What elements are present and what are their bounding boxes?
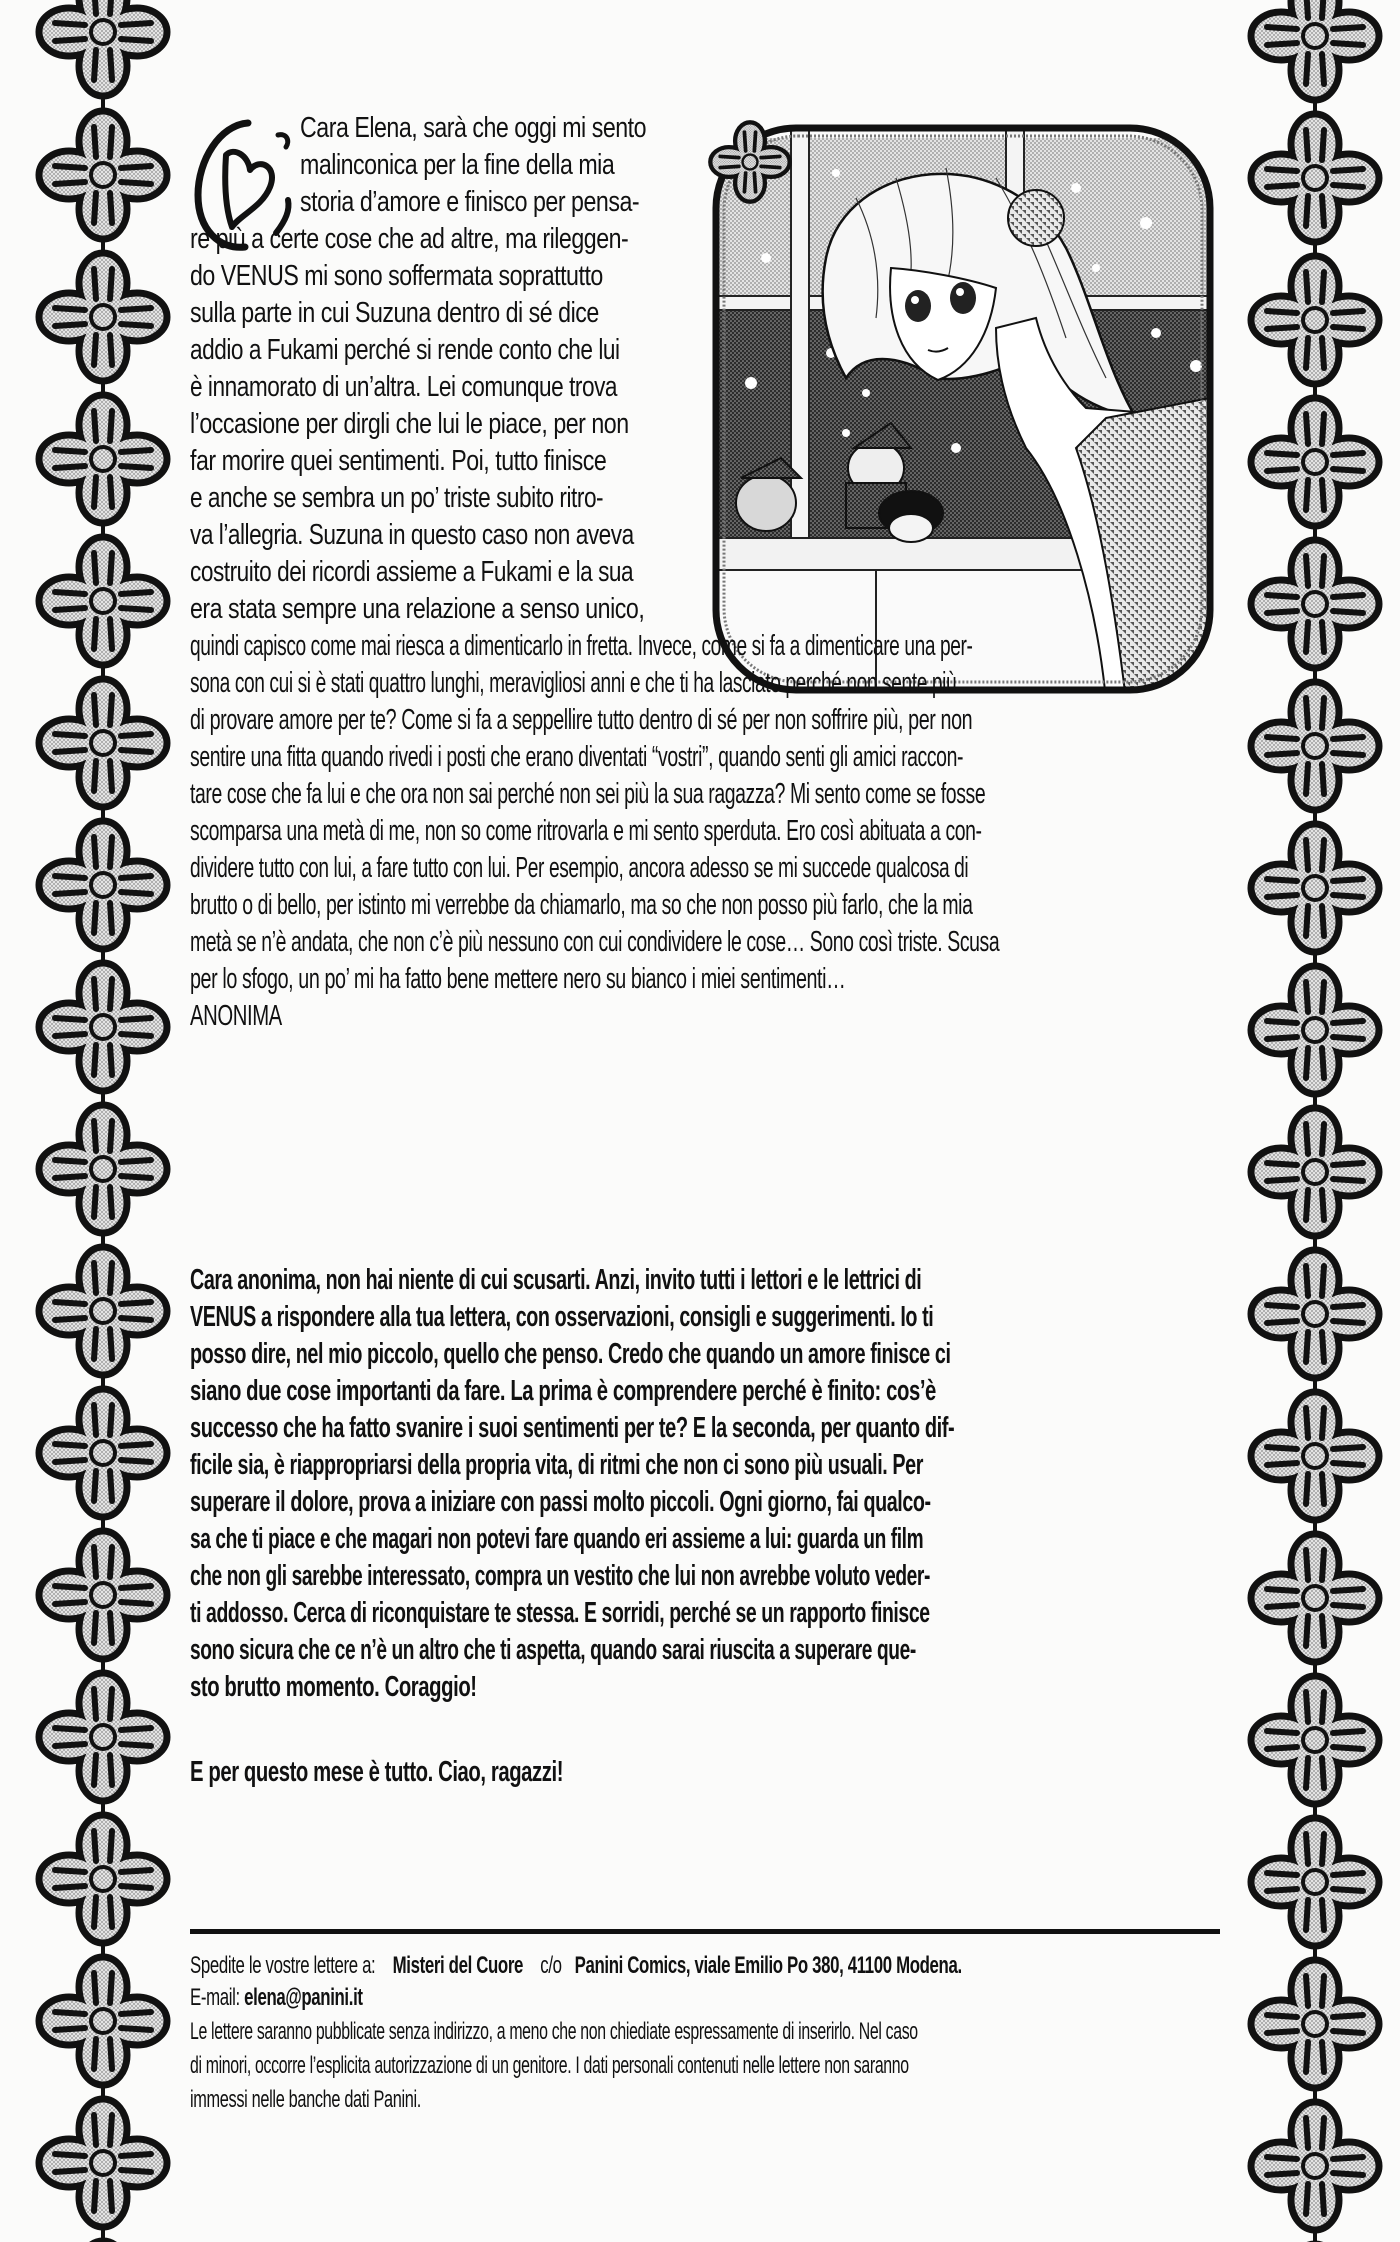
manga-illustration xyxy=(706,118,1220,700)
reply-line: VENUS a rispondere alla tua lettera, con osservazioni, consigli e suggerimenti. Io ti xyxy=(190,1301,934,1333)
reply-line: Cara anonima, non hai niente di cui scusarti. Anzi, invito tutti i lettori e le lettrici di xyxy=(190,1264,922,1296)
reply-line: sto brutto momento. Coraggio! xyxy=(190,1671,477,1703)
letter-line: sulla parte in cui Suzuna dentro di sé dice xyxy=(190,297,599,329)
letter-line: sentire una fitta quando rivedi i posti che erano diventati “vostri”, quando senti gli amici raccon- xyxy=(190,741,964,773)
reply-line: siano due cose importanti da fare. La prima è comprendere perché è finito: cos’è xyxy=(190,1375,936,1407)
letter-line: brutto o di bello, per istinto mi verrebbe da chiamarlo, ma so che non posso più farlo, che la mia xyxy=(190,889,973,921)
letter-line: malinconica per la fine della mia xyxy=(300,149,615,181)
letter-line: è innamorato di un’altra. Lei comunque trova xyxy=(190,371,618,403)
care-of: c/o xyxy=(540,1952,562,1979)
letter-line: e anche se sembra un po’ triste subito ritro- xyxy=(190,482,604,514)
letter-line: sona con cui si è stati quattro lunghi, meravigliosi anni e che ti ha lasciato perché non sente più xyxy=(190,667,957,699)
notice-line: Le lettere saranno pubblicate senza indirizzo, a meno che non chiediate espressamente di inserirlo. Nel caso xyxy=(190,2018,918,2045)
email-link[interactable]: elena@panini.it xyxy=(244,1984,363,2011)
letter-line: di provare amore per te? Come si fa a seppellire tutto dentro di sé per non soffrire più, per non xyxy=(190,704,973,736)
letter-line: quindi capisco come mai riesca a dimenticarlo in fretta. Invece, come si fa a dimenticare una per- xyxy=(190,630,973,662)
reply-line: successo che ha fatto svanire i suoi sentimenti per te? E la seconda, per quanto dif- xyxy=(190,1412,955,1444)
reply-line: ti addosso. Cerca di riconquistare te stessa. E sorridi, perché se un rapporto finisce xyxy=(190,1597,930,1629)
letter-line: va l’allegria. Suzuna in questo caso non aveva xyxy=(190,519,634,551)
reply-line: posso dire, nel mio piccolo, quello che penso. Credo che quando un amore finisce ci xyxy=(190,1338,951,1370)
letter-line: tare cose che fa lui e che ora non sai perché non sei più la sua ragazza? Mi sento come se fosse xyxy=(190,778,986,810)
notice-line: di minori, occorre l’esplicita autorizzazione di un genitore. I dati personali contenuti nelle lettere non saranno xyxy=(190,2052,909,2079)
email-line xyxy=(190,1982,363,2014)
reply-line: che non gli sarebbe interessato, compra un vestito che lui non avrebbe voluto veder- xyxy=(190,1560,930,1592)
column-name: Misteri del Cuore xyxy=(392,1952,524,1979)
send-prefix: Spedite le vostre lettere a: xyxy=(190,1952,376,1979)
letter-line: era stata sempre una relazione a senso unico, xyxy=(190,593,645,625)
letter-line: do VENUS mi sono soffermata soprattutto xyxy=(190,260,603,292)
letter-signature: ANONIMA xyxy=(190,1000,282,1032)
letter-line: metà se n’è andata, che non c’è più nessuno con cui condividere le cose… Sono così triste. Scusa xyxy=(190,926,1000,958)
reply-line: sa che ti piace e che magari non potevi fare quando eri assieme a lui: guarda un film xyxy=(190,1523,924,1555)
reply-line: superare il dolore, prova a iniziare con passi molto piccoli. Ogni giorno, fai qualco- xyxy=(190,1486,931,1518)
letter-line: l’occasione per dirgli che lui le piace, per non xyxy=(190,408,629,440)
send-line xyxy=(190,1950,962,1982)
postal-address: Panini Comics, viale Emilio Po 380, 41100 Modena. xyxy=(574,1952,962,1979)
email-label: E-mail: xyxy=(190,1984,240,2011)
letter-line: far morire quei sentimenti. Poi, tutto finisce xyxy=(190,445,607,477)
notice-line: immessi nelle banche dati Panini. xyxy=(190,2086,421,2113)
reply-line: sono sicura che ce n’è un altro che ti aspetta, quando sarai riuscita a superare que- xyxy=(190,1634,916,1666)
reply-line: ficile sia, è riappropriarsi della propria vita, di ritmi che non ci sono più usuali. Per xyxy=(190,1449,923,1481)
letter-line: scomparsa una metà di me, non so come ritrovarla e mi sento sperduta. Ero così abituata a con- xyxy=(190,815,982,847)
letter-line: per lo sfogo, un po’ mi ha fatto bene mettere nero su bianco i miei sentimenti… xyxy=(190,963,846,995)
letter-line: costruito dei ricordi assieme a Fukami e la sua xyxy=(190,556,634,588)
letter-line: addio a Fukami perché si rende conto che lui xyxy=(190,334,620,366)
divider-rule xyxy=(190,1929,1220,1934)
letter-line: re più a certe cose che ad altre, ma rileggen- xyxy=(190,223,629,255)
letter-line: storia d’amore e finisco per pensa- xyxy=(300,186,640,218)
closing-line: E per questo mese è tutto. Ciao, ragazzi! xyxy=(190,1756,564,1788)
letter-line: Cara Elena, sarà che oggi mi sento xyxy=(300,112,647,144)
letter-line: dividere tutto con lui, a fare tutto con lui. Per esempio, ancora adesso se mi succede qualcosa di xyxy=(190,852,969,884)
